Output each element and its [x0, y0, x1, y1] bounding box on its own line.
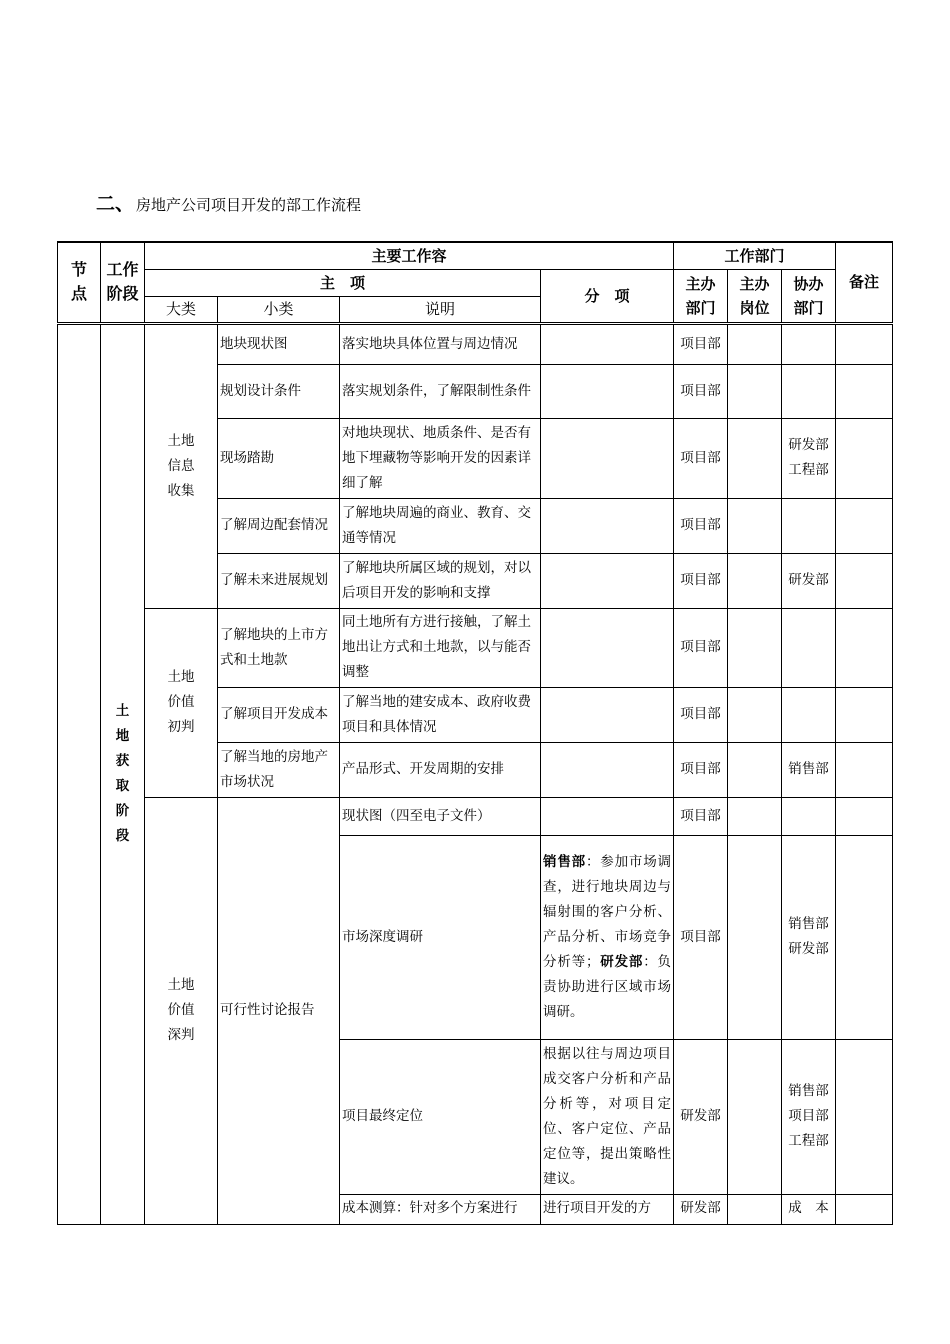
subcategory-cell: 了解周边配套情况	[218, 498, 340, 553]
header-main-content: 主要工作容	[145, 242, 674, 269]
description-cell: 现状图（四至电子文件）	[340, 797, 541, 835]
header-node	[58, 242, 101, 323]
dept-line: 销售部	[788, 1083, 829, 1099]
description-cell: 落实地块具体位置与周边情况	[340, 323, 541, 364]
remarks-cell	[836, 364, 893, 418]
description-cell: 了解地块周遍的商业、教育、交通等情况	[340, 498, 541, 553]
description-cell: 同土地所有方进行接触，了解土地出让方式和土地款，以与能否调整	[340, 608, 541, 687]
lead-dept-cell: 项目部	[674, 742, 728, 797]
assist-dept-cell	[782, 835, 836, 1039]
stage-char: 取	[115, 778, 130, 794]
dept-line: 工程部	[788, 462, 829, 478]
description-cell: 落实规划条件，了解限制性条件	[340, 364, 541, 418]
header-phase	[101, 242, 145, 323]
lead-dept-cell: 研发部	[674, 1194, 728, 1224]
dept-line: 销售部	[788, 916, 829, 932]
sub-item-label: 研发部	[599, 953, 644, 970]
header-phase-line: 工作	[106, 260, 139, 280]
lead-post-cell	[728, 608, 782, 687]
stage-char: 段	[115, 828, 130, 844]
assist-dept-cell	[782, 1039, 836, 1194]
remarks-cell	[836, 1194, 893, 1224]
lead-post-cell	[728, 323, 782, 364]
description-cell: 了解当地的建安成本、政府收费项目和具体情况	[340, 687, 541, 742]
remarks-cell	[836, 687, 893, 742]
sub-item-text: ：参加市场调查，进行地块周边与辐射围的客户分析、产品分析、市场竞争分析等；	[543, 853, 672, 970]
lead-dept-cell: 项目部	[674, 797, 728, 835]
dept-line: 项目部	[788, 1108, 829, 1124]
description-cell: 成本测算：针对多个方案进行	[340, 1194, 541, 1224]
category-cell	[145, 797, 218, 1224]
lead-post-cell	[728, 498, 782, 553]
subcategory-cell: 了解地块的上市方式和土地款	[218, 608, 340, 687]
lead-post-cell	[728, 835, 782, 1039]
assist-dept-cell	[782, 323, 836, 364]
dept-line: 工程部	[788, 1133, 829, 1149]
stage-cell	[101, 323, 145, 1224]
remarks-cell	[836, 323, 893, 364]
sub-item-cell	[541, 323, 674, 364]
description-cell: 了解地块所属区域的规划，对以后项目开发的影响和支撑	[340, 553, 541, 608]
lead-dept-cell: 项目部	[674, 418, 728, 498]
table-row	[58, 608, 893, 687]
remarks-cell	[836, 418, 893, 498]
description-cell: 产品形式、开发周期的安排	[340, 742, 541, 797]
remarks-cell	[836, 797, 893, 835]
lead-dept-cell: 项目部	[674, 687, 728, 742]
lead-dept-cell: 项目部	[674, 608, 728, 687]
sub-item-text: ：负责协助进行区域市场调研。	[543, 953, 672, 1020]
lead-post-cell	[728, 797, 782, 835]
header-lead-dept-line: 主办	[685, 274, 716, 293]
category-cell	[145, 323, 218, 608]
assist-dept-cell: 研发部	[782, 553, 836, 608]
sub-item-label: 销售部	[543, 853, 586, 870]
lead-dept-cell: 项目部	[674, 364, 728, 418]
description-cell: 对地块现状、地质条件、是否有地下埋藏物等影响开发的因素详细了解	[340, 418, 541, 498]
sub-item-cell	[541, 797, 674, 835]
header-description: 说明	[340, 296, 541, 323]
dept-line: 研发部	[788, 941, 829, 957]
header-work-dept: 工作部门	[674, 242, 836, 269]
lead-post-cell	[728, 742, 782, 797]
lead-dept-cell: 研发部	[674, 1039, 728, 1194]
category-line: 土地	[167, 977, 195, 993]
header-row-2	[58, 269, 893, 296]
sub-item-cell	[541, 608, 674, 687]
lead-post-cell	[728, 1194, 782, 1224]
header-row-1	[58, 242, 893, 269]
lead-post-cell	[728, 1039, 782, 1194]
lead-post-cell	[728, 418, 782, 498]
sub-item-cell	[541, 553, 674, 608]
category-line: 价值	[167, 1002, 195, 1018]
assist-dept-cell	[782, 608, 836, 687]
assist-dept-cell: 销售部	[782, 742, 836, 797]
lead-post-cell	[728, 364, 782, 418]
category-line: 价值	[167, 694, 195, 710]
header-node-char: 节	[70, 260, 87, 280]
lead-dept-cell: 项目部	[674, 835, 728, 1039]
header-lead-dept-line: 部门	[685, 298, 716, 317]
header-remarks: 备注	[836, 242, 893, 323]
stage-char: 阶	[115, 803, 130, 819]
lead-dept-cell: 项目部	[674, 323, 728, 364]
node-cell	[58, 323, 101, 1224]
header-node-char: 点	[70, 284, 87, 304]
subcategory-cell: 现场踏勘	[218, 418, 340, 498]
header-main-item: 主 项	[145, 269, 541, 296]
category-line: 收集	[167, 482, 195, 499]
category-line: 土地	[167, 432, 195, 449]
remarks-cell	[836, 553, 893, 608]
category-cell	[145, 608, 218, 797]
description-cell: 项目最终定位	[340, 1039, 541, 1194]
assist-dept-cell	[782, 418, 836, 498]
remarks-cell	[836, 498, 893, 553]
category-line: 土地	[167, 669, 195, 685]
sub-item-cell	[541, 364, 674, 418]
sub-item-cell: 进行项目开发的方	[541, 1194, 674, 1224]
sub-item-cell	[541, 687, 674, 742]
lead-dept-cell: 项目部	[674, 553, 728, 608]
remarks-cell	[836, 1039, 893, 1194]
category-line: 信息	[167, 457, 195, 474]
header-lead-post	[728, 269, 782, 323]
remarks-cell	[836, 742, 893, 797]
assist-dept-cell	[782, 797, 836, 835]
header-lead-post-line: 岗位	[739, 298, 770, 317]
header-subcategory: 小类	[218, 296, 340, 323]
header-assist-dept	[782, 269, 836, 323]
subcategory-cell: 规划设计条件	[218, 364, 340, 418]
section-heading	[96, 192, 361, 217]
stage-char: 地	[115, 728, 130, 744]
workflow-table	[57, 241, 893, 1225]
header-lead-dept	[674, 269, 728, 323]
sub-item-cell	[541, 418, 674, 498]
header-sub-item: 分 项	[541, 269, 674, 323]
lead-dept-cell: 项目部	[674, 498, 728, 553]
sub-item-cell: 根据以往与周边项目成交客户分析和产品分析等，对项目定位、客户定位、产品定位等，提出策略性建议。	[541, 1039, 674, 1194]
remarks-cell	[836, 835, 893, 1039]
sub-item-cell	[541, 742, 674, 797]
section-title: 房地产公司项目开发的部工作流程	[136, 196, 362, 214]
lead-post-cell	[728, 553, 782, 608]
subcategory-cell: 了解项目开发成本	[218, 687, 340, 742]
category-line: 深判	[167, 1027, 195, 1043]
assist-dept-cell	[782, 687, 836, 742]
header-lead-post-line: 主办	[739, 274, 770, 293]
subcategory-cell: 了解未来进展规划	[218, 553, 340, 608]
remarks-cell	[836, 608, 893, 687]
lead-post-cell	[728, 687, 782, 742]
subcategory-cell: 可行性讨论报告	[218, 797, 340, 1224]
section-number: 二、	[96, 193, 135, 215]
stage-char: 土	[115, 703, 130, 719]
header-phase-line: 阶段	[106, 284, 139, 304]
sub-item-cell	[541, 498, 674, 553]
header-assist-dept-line: 协办	[793, 274, 824, 293]
category-line: 初判	[167, 719, 195, 735]
description-cell: 市场深度调研	[340, 835, 541, 1039]
table-row	[58, 797, 893, 835]
dept-line: 研发部	[788, 437, 829, 453]
assist-dept-cell	[782, 364, 836, 418]
header-assist-dept-line: 部门	[793, 298, 824, 317]
sub-item-cell	[541, 835, 674, 1039]
assist-dept-cell	[782, 498, 836, 553]
assist-dept-cell: 成 本	[782, 1194, 836, 1224]
header-category: 大类	[145, 296, 218, 323]
stage-char: 获	[115, 753, 130, 769]
table-row	[58, 323, 893, 364]
subcategory-cell: 地块现状图	[218, 323, 340, 364]
subcategory-cell: 了解当地的房地产市场状况	[218, 742, 340, 797]
